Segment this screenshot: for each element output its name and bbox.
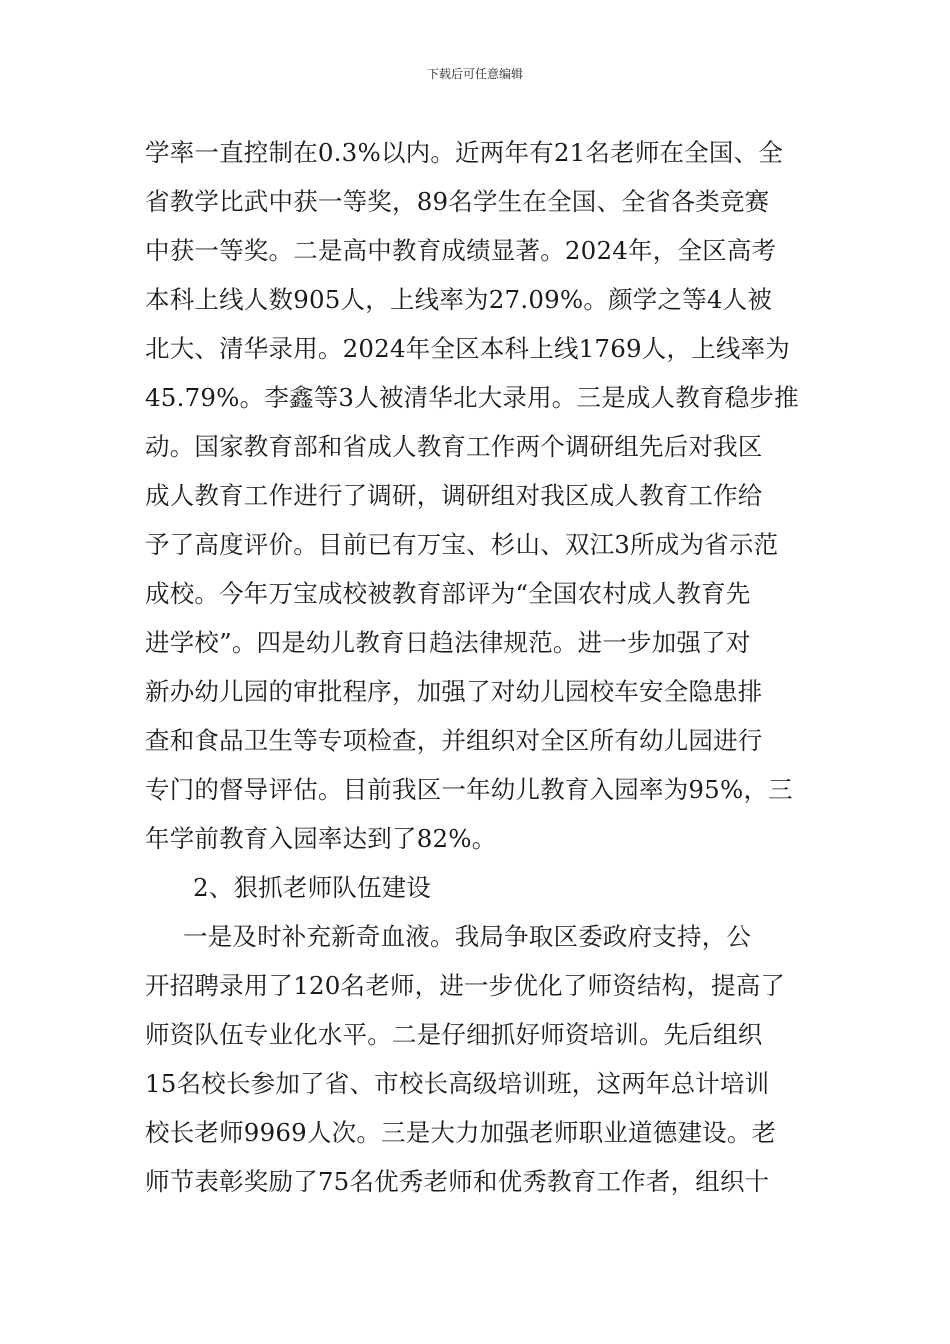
paragraph-line: 专门的督导评估。目前我区一年幼儿教育入园率为95%，三: [145, 775, 793, 804]
section-heading: 2、狠抓老师队伍建设: [193, 873, 432, 902]
paragraph-line: 校长老师9969人次。三是大力加强老师职业道德建设。老: [145, 1118, 777, 1147]
paragraph-line: 45.79%。李鑫等3人被清华北大录用。三是成人教育稳步推: [145, 383, 799, 412]
paragraph-line: 进学校”。四是幼儿教育日趋法律规范。进一步加强了对: [145, 628, 751, 657]
paragraph-line: 查和食品卫生等专项检查，并组织对全区所有幼儿园进行: [145, 726, 763, 755]
paragraph-line: 成人教育工作进行了调研，调研组对我区成人教育工作给: [145, 481, 763, 510]
page-header: 下载后可任意编辑: [426, 67, 523, 81]
paragraph-line: 15名校长参加了省、市校长高级培训班，这两年总计培训: [145, 1069, 770, 1098]
paragraph-line: 成校。今年万宝成校被教育部评为“全国农村成人教育先: [145, 579, 751, 608]
paragraph-line: 年学前教育入园率达到了82%。: [145, 824, 497, 853]
paragraph-line: 动。国家教育部和省成人教育工作两个调研组先后对我区: [145, 432, 763, 461]
paragraph-line: 一是及时补充新奇血液。我局争取区委政府支持，公: [183, 922, 752, 951]
paragraph-line: 省教学比武中获一等奖，89名学生在全国、全省各类竞赛: [145, 187, 770, 216]
paragraph-line: 师资队伍专业化水平。二是仔细抓好师资培训。先后组织: [145, 1020, 763, 1049]
paragraph-line: 开招聘录用了120名老师，进一步优化了师资结构，提高了: [145, 971, 786, 1000]
document-body: [145, 128, 811, 1206]
paragraph-line: 学率一直控制在0.3%以内。近两年有21名老师在全国、全: [145, 138, 784, 167]
paragraph-line: 本科上线人数905人，上线率为27.09%。颜学之等4人被: [145, 285, 773, 314]
paragraph-line: 中获一等奖。二是高中教育成绩显著。2024年，全区高考: [145, 236, 777, 265]
paragraph-line: 予了高度评价。目前已有万宝、杉山、双江3所成为省示范: [145, 530, 779, 559]
paragraph-line: 新办幼儿园的审批程序，加强了对幼儿园校车安全隐患排: [145, 677, 763, 706]
paragraph-line: 北大、清华录用。2024年全区本科上线1769人，上线率为: [145, 334, 790, 363]
paragraph-line: 师节表彰奖励了75名优秀老师和优秀教育工作者，组织十: [145, 1167, 770, 1196]
